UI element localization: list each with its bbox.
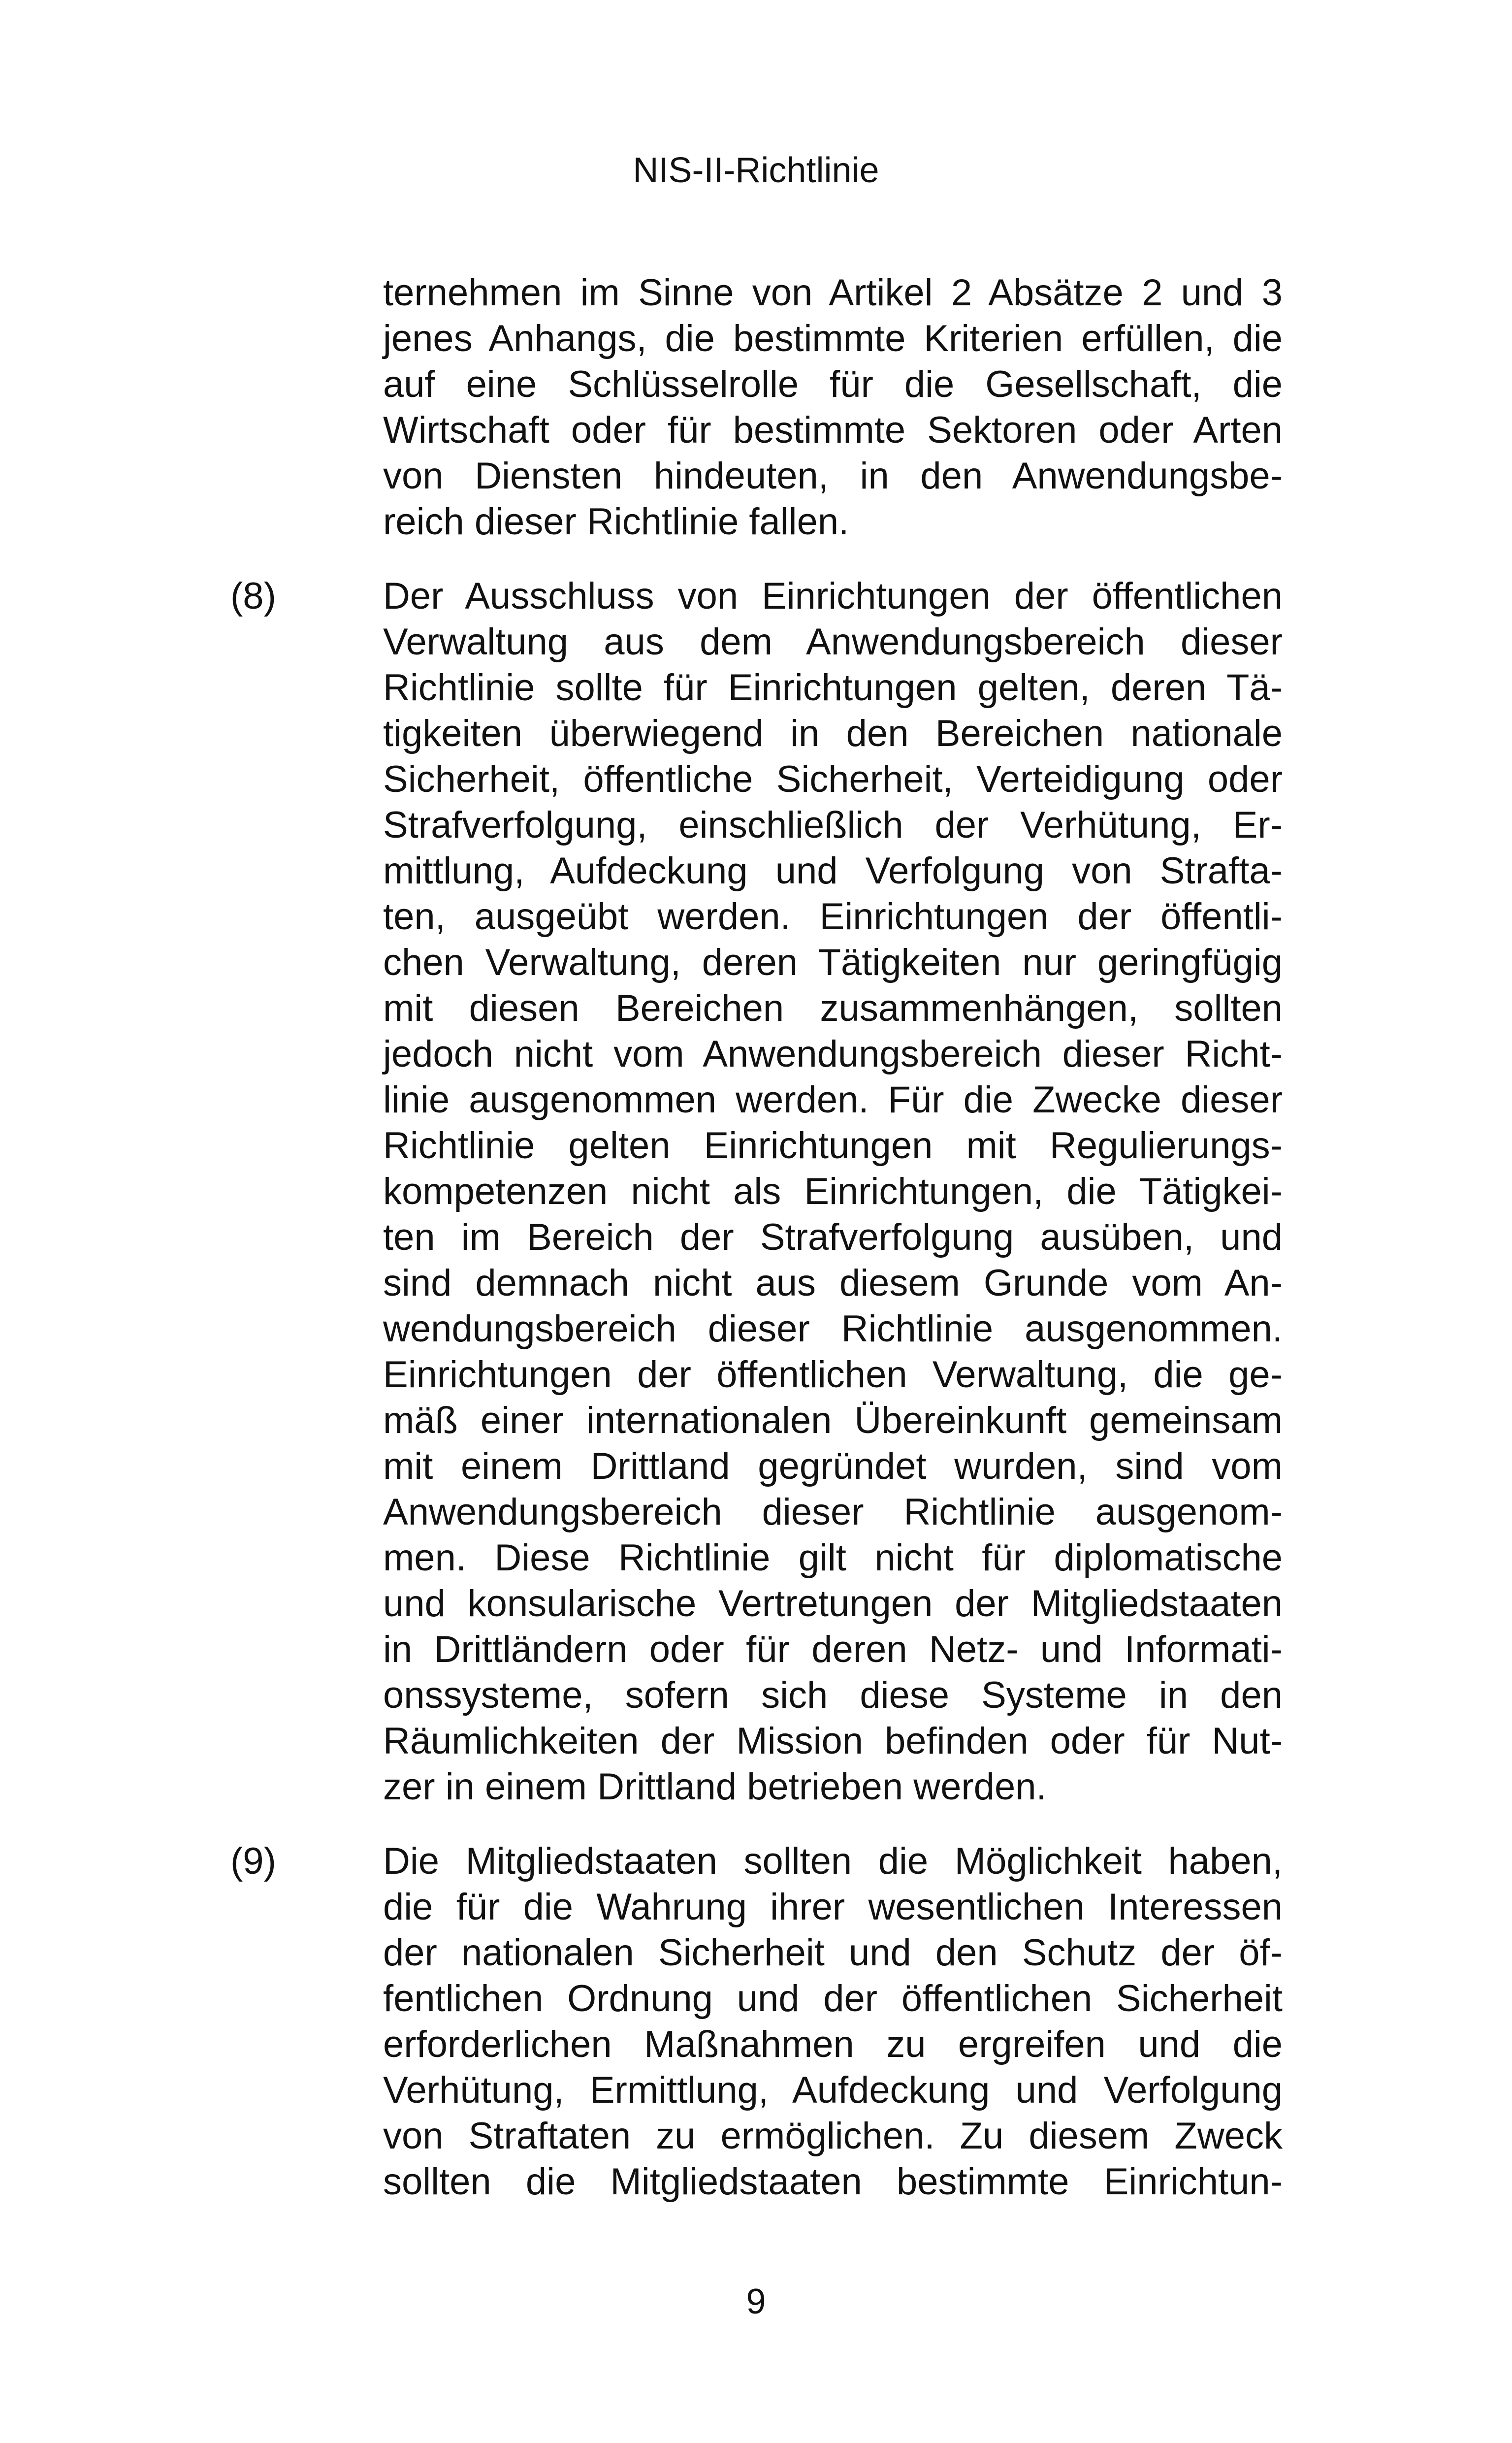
running-header: NIS-II-Richtlinie xyxy=(633,151,879,190)
text-line: der nationalen Sicherheit und den Schutz der öf- xyxy=(383,1932,1283,1974)
text-line: von Straftaten zu ermöglichen. Zu diesem Zweck xyxy=(383,2115,1283,2157)
paragraph-text xyxy=(383,573,1283,1810)
text-line: sollten die Mitgliedstaaten bestimmte Einrichtun- xyxy=(383,2161,1283,2203)
text-line: Der Ausschluss von Einrichtungen der öffentlichen xyxy=(383,575,1283,617)
text-line: Wirtschaft oder für bestimmte Sektoren oder Arten xyxy=(383,409,1283,451)
body-text xyxy=(230,270,1283,2233)
paragraph-number: (9) xyxy=(230,1840,276,1882)
text-line: tigkeiten überwiegend in den Bereichen nationale xyxy=(383,713,1283,754)
text-line: linie ausgenommen werden. Für die Zwecke dieser xyxy=(383,1079,1283,1121)
paragraph-continuation xyxy=(230,270,1283,545)
text-line: men. Diese Richtlinie gilt nicht für diplomatische xyxy=(383,1537,1283,1579)
paragraph-9 xyxy=(230,1838,1283,2205)
text-line: ten, ausgeübt werden. Einrichtungen der öffentli- xyxy=(383,896,1283,938)
paragraph-number xyxy=(230,270,383,545)
paragraph-8 xyxy=(230,573,1283,1810)
text-line: Anwendungsbereich dieser Richtlinie ausgenom- xyxy=(383,1491,1283,1533)
text-line: Strafverfolgung, einschließlich der Verhütung, Er- xyxy=(383,804,1283,846)
text-line: mit einem Drittland gegründet wurden, sind vom xyxy=(383,1445,1283,1487)
text-line: ten im Bereich der Strafverfolgung ausüben, und xyxy=(383,1216,1283,1258)
text-line: onssysteme, sofern sich diese Systeme in den xyxy=(383,1674,1283,1716)
text-line: in Drittländern oder für deren Netz- und Informati- xyxy=(383,1629,1283,1670)
text-line: Richtlinie sollte für Einrichtungen gelten, deren Tä- xyxy=(383,667,1283,709)
paragraph-text xyxy=(383,1838,1283,2205)
text-line: reich dieser Richtlinie fallen. xyxy=(383,501,849,543)
paragraph-text xyxy=(383,270,1283,545)
text-line: wendungsbereich dieser Richtlinie ausgenommen. xyxy=(383,1308,1283,1350)
text-line: auf eine Schlüsselrolle für die Gesellschaft, die xyxy=(383,363,1283,405)
text-line: Sicherheit, öffentliche Sicherheit, Verteidigung oder xyxy=(383,758,1283,800)
text-line: erforderlichen Maßnahmen zu ergreifen und die xyxy=(383,2023,1283,2065)
text-line: mittlung, Aufdeckung und Verfolgung von Strafta- xyxy=(383,850,1283,892)
text-line: Richtlinie gelten Einrichtungen mit Regulierungs- xyxy=(383,1125,1283,1167)
text-line: mit diesen Bereichen zusammenhängen, sollten xyxy=(383,987,1283,1029)
text-line: Verwaltung aus dem Anwendungsbereich dieser xyxy=(383,621,1283,663)
text-line: Räumlichkeiten der Mission befinden oder für Nut- xyxy=(383,1720,1283,1762)
text-line: Einrichtungen der öffentlichen Verwaltung, die ge- xyxy=(383,1354,1283,1396)
text-line: von Diensten hindeuten, in den Anwendungsbe- xyxy=(383,455,1283,497)
page-number: 9 xyxy=(746,2282,766,2321)
text-line: kompetenzen nicht als Einrichtungen, die Tätigkei- xyxy=(383,1171,1283,1212)
text-line: sind demnach nicht aus diesem Grunde vom An- xyxy=(383,1262,1283,1304)
paragraph-number: (8) xyxy=(230,575,276,617)
text-line: Die Mitgliedstaaten sollten die Möglichkeit haben, xyxy=(383,1840,1283,1882)
text-line: chen Verwaltung, deren Tätigkeiten nur geringfügig xyxy=(383,942,1283,983)
text-line: zer in einem Drittland betrieben werden. xyxy=(383,1766,1047,1808)
text-line: die für die Wahrung ihrer wesentlichen Interessen xyxy=(383,1886,1283,1928)
text-line: Verhütung, Ermittlung, Aufdeckung und Verfolgung xyxy=(383,2069,1283,2111)
text-line: und konsularische Vertretungen der Mitgliedstaaten xyxy=(383,1583,1283,1625)
text-line: jedoch nicht vom Anwendungsbereich dieser Richt- xyxy=(383,1033,1283,1075)
text-line: jenes Anhangs, die bestimmte Kriterien erfüllen, die xyxy=(383,318,1283,359)
text-line: fentlichen Ordnung und der öffentlichen Sicherheit xyxy=(383,1978,1283,2020)
text-line: mäß einer internationalen Übereinkunft gemeinsam xyxy=(383,1400,1283,1441)
text-line: ternehmen im Sinne von Artikel 2 Absätze 2 und 3 xyxy=(383,272,1283,314)
